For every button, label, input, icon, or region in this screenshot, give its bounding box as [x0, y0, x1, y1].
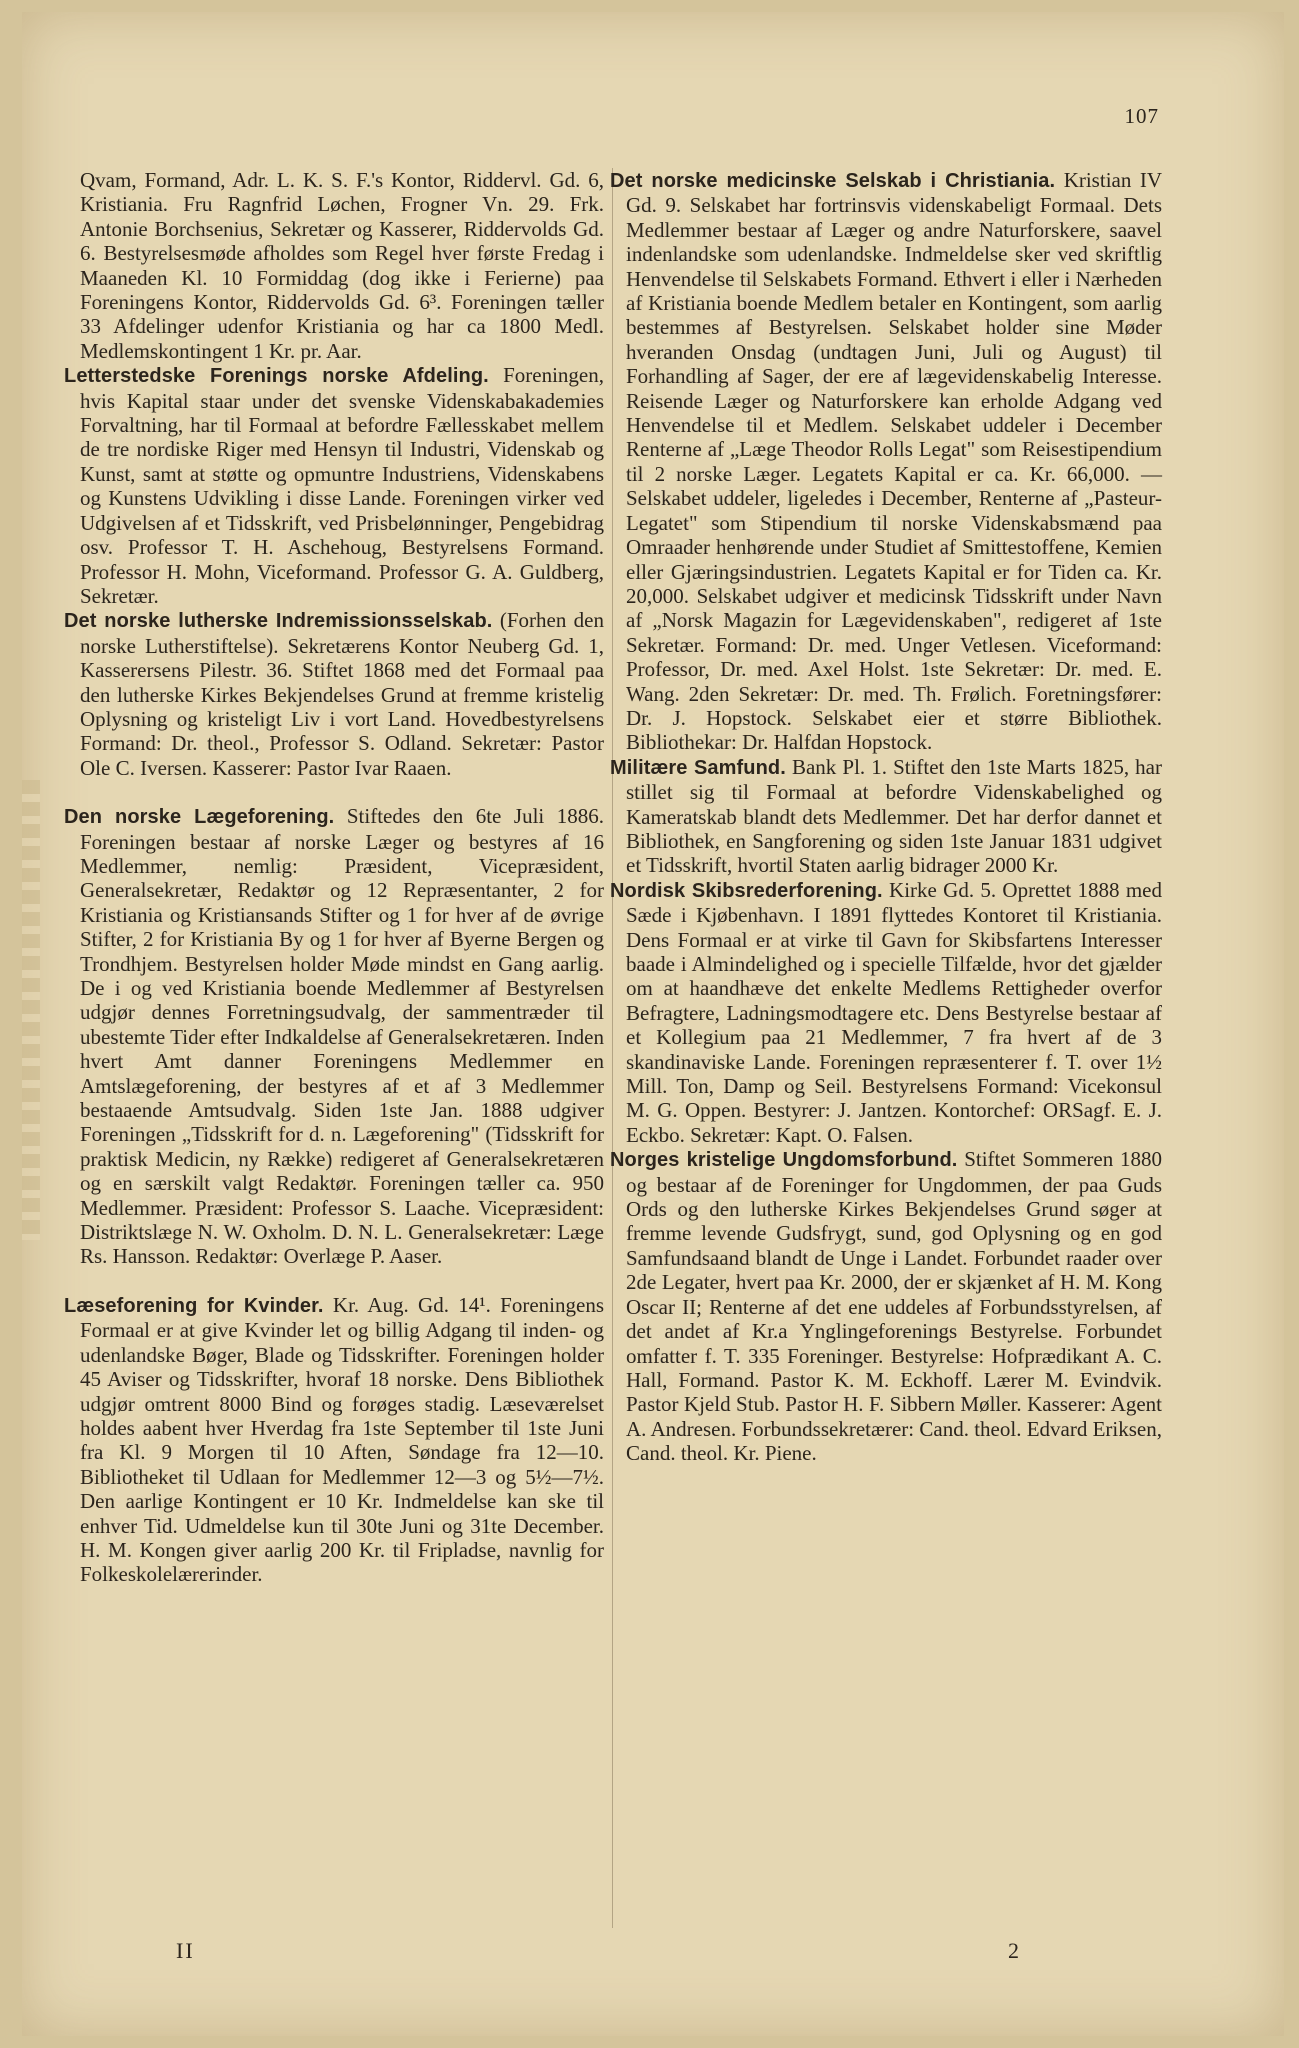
entry-laegeforening — [64, 804, 605, 1269]
entry-text: Kristian IV Gd. 9. Selskabet har fortrinsvis videnskabeligt Formaal. Dets Medlemmer bestaar af Læger og andre Naturforskere, saavel indenlandske som udenlandske. Indmeldelse sker ved skriftlig Henvendelse til Selskabets Formand. Ethvert i eller i Nærheden af Kristiania boende Medlem betaler en Kontingent, som aarlig bestemmes af Bestyrelsen. Selskabet holder sine Møder hveranden Onsdag (undtagen Juni, Juli og August) til Forhandling af Sager, der ere af lægevidenskabelig Interesse. Reisende Læger og Naturforskere kan erholde Adgang ved Henvendelse til et Medlem. Selskabet uddeler i December Renterne af „Læge Theodor Rolls Legat" som Reisestipendium til 2 norske Læger. Legatets Kapital er ca. Kr. 66,000. — Selskabet uddeler, ligeledes i December, Renterne af „Pasteur-Legatet" som Stipendium til norske Videnskabsmænd paa Omraader henhørende under Studiet af Smittestoffene, Kemien eller Gjæringsindustrien. Legatets Kapital er for Tiden ca. Kr. 20,000. Selskabet udgiver et medicinsk Tidsskrift under Navn af „Norsk Magazin for Lægevidenskaben", redigeret af 1ste Sekretær. Formand: Dr. med. Unger Vetlesen. Viceformand: Professor, Dr. med. Axel Holst. 1ste Sekretær: Dr. med. E. Wang. 2den Sekretær: Dr. med. Th. Frølich. Foretningsfører: Dr. J. Hopstock. Selskabet eier et større Bibliothek. Bibliothekar: Dr. Halfdan Hopstock. — [626, 168, 1162, 755]
continuation-paragraph — [80, 168, 604, 363]
entry-militaere-samfund — [610, 754, 1162, 878]
entry-text: Stiftet Sommeren 1880 og bestaar af de Foreninger for Ungdommen, der paa Guds Ords og den lutherske Kirkes Bekjendelses Grund søger at fremme levende Gudsfrygt, sund, god Oplysning og en god Samfundsaand blandt de Unge i Landet. Forbundet raader over 2de Legater, hvert paa Kr. 2000, der er skjænket af H. M. Kong Oscar II; Renterne af det ene uddeles af Forbundsstyrelsen, af det andet af Kr.a Ynglingeforenings Bestyrelse. Forbundet omfatter f. T. 335 Foreninger. Bestyrelse: Hofprædikant A. C. Hall, Formand. Pastor K. M. Eckhoff. Lærer M. Evindvik. Pastor Kjeld Stub. Pastor H. F. Sibbern Møller. Kasserer: Agent A. Andresen. Forbundssekretærer: Cand. theol. Edvard Eriksen, Cand. theol. Kr. Piene. — [626, 1147, 1162, 1466]
entry-indremission — [64, 608, 604, 780]
entry-heading: Det norske medicinske Selskab i Christiania. — [610, 170, 1056, 192]
entry-text: Kr. Aug. Gd. 14¹. Foreningens Formaal er at give Kvinder let og billig Adgang til inden- og udenlandske Bøger, Blade og Tidsskrifter. Foreningen holder 45 Aviser og Tidsskrifter, hvoraf 18 norske. Dens Bibliothek udgjør omtrent 8000 Bind og forøges stadig. Læseværelset holdes aabent hver Hverdag fra 1ste September til 1ste Juni fra Kl. 9 Morgen til 10 Aften, Søndage fra 12—10. Bibliotheket til Udlaan for Medlemmer 12—3 og 5½—7½. Den aarlige Kontingent er 10 Kr. Indmeldelse kan ske til enhver Tid. Udmeldelse kun til 30te Juni og 31te December. H. M. Kongen giver aarlig 200 Kr. til Fripladse, navnlig for Folkeskolelærerinder. — [80, 1292, 604, 1587]
column-divider — [612, 168, 613, 1928]
right-column — [610, 168, 1162, 1466]
entry-heading: Letterstedske Forenings norske Afdeling. — [64, 365, 489, 388]
entry-heading: Det norske lutherske Indremissionsselskab. — [64, 610, 493, 633]
entry-letterstedske — [64, 363, 604, 608]
entry-heading: Læseforening for Kvinder. — [64, 1294, 324, 1317]
entry-heading: Militære Samfund. — [610, 756, 786, 779]
entry-text: Stiftedes den 6te Juli 1886. Foreningen bestaar af norske Læger og bestyres af 16 Medlemmer, nemlig: Præsident, Vicepræsident, Generalsekretær, Redaktør og 12 Repræsentanter, 2 for Kristiania og Kristiansands Stifter og 1 for hver af de øvrige Stifter, 2 for Kristiania By og 1 for hver af Byerne Bergen og Trondhjem. Bestyrelsen holder Møde mindst en Gang aarlig. De i og ved Kristiania boende Medlemmer af Bestyrelsen udgjør dennes Forretningsudvalg, der sammentræder til ubestemte Tider efter Indkaldelse af Generalsekretæren. Inden hvert Amt danner Foreningens Medlemmer en Amtslægeforening, der bestyres af et af 3 Medlemmer bestaaende Amtsudvalg. Siden 1ste Jan. 1888 udgiver Foreningen „Tidsskrift for d. n. Lægeforening" (Tidsskrift for praktisk Medicin, ny Række) redigeret af Generalsekretæren og en særskilt valgt Redaktør. Foreningen tæller ca. 950 Medlemmer. Præsident: Professor S. Laache. Vicepræsident: Distriktslæge N. W. Oxholm. D. N. L. Generalsekretær: Læge Rs. Hansson. Redaktør: Overlæge P. Aaser. — [80, 804, 605, 1269]
entry-medicinske-selskab — [610, 168, 1162, 755]
signature-mark: II — [176, 1938, 195, 1963]
sheet-number: 2 — [1008, 1938, 1019, 1963]
entry-skibsrederforening — [610, 877, 1162, 1147]
entry-heading: Den norske Lægeforening. — [64, 806, 335, 829]
entry-ungdomsforbund — [610, 1147, 1162, 1466]
entry-text: Foreningen, hvis Kapital staar under det svenske Videnskabakademies Forvaltning, har til Formaal at befordre Fællesskabet mellem de tre nordiske Riger med Hensyn til Industri, Videnskab og Kunst, samt at støtte og opmuntre Industriens, Videnskabens og Kunstens Udvikling i disse Lande. Foreningen virker ved Udgivelsen af et Tidsskrift, ved Prisbelønninger, Pengebidrag osv. Professor T. H. Aschehoug, Bestyrelsens Formand. Professor H. Mohn, Viceformand. Professor G. A. Guldberg, Sekretær. — [80, 363, 604, 608]
entry-text: Qvam, Formand, Adr. L. K. S. F.'s Kontor, Riddervl. Gd. 6, Kristiania. Fru Ragnfrid Løchen, Frogner Vn. 29. Frk. Antonie Borchsenius, Sekretær og Kasserer, Riddervolds Gd. 6. Bestyrelsesmøde afholdes som Regel hver første Fredag i Maaneden Kl. 10 Formiddag (dog ikke i Ferierne) paa Foreningens Kontor, Riddervolds Gd. 6³. Foreningen tæller 33 Afdelinger udenfor Kristiania og har ca 1800 Medl. Medlemskontingent 1 Kr. pr. Aar. — [80, 168, 604, 363]
entry-text: (Forhen den norske Lutherstiftelse). Sekretærens Kontor Neuberg Gd. 1, Kasserersens Pilestr. 36. Stiftet 1868 med det Formaal paa den lutherske Kirkes Bekjendelses Grund at fremme kristelig Oplysning og kristeligt Liv i vort Land. Hovedbestyrelsens Formand: Dr. theol., Professor S. Odland. Sekretær: Pastor Ole C. Iversen. Kasserer: Pastor Ivar Raaen. — [80, 608, 604, 780]
entry-heading: Norges kristelige Ungdomsforbund. — [610, 1149, 958, 1172]
entry-laeseforening — [64, 1292, 604, 1587]
entry-heading: Nordisk Skibsrederforening. — [610, 879, 883, 902]
entry-text: Bank Pl. 1. Stiftet den 1ste Marts 1825, har stillet sig til Formaal at befordre Videnskabelighed og Kameratskab blandt dets Medlemmer. Det har derfor dannet et Bibliothek, en Sangforening og siden 1ste Januar 1831 udgivet et Tidsskrift, hvortil Staten aarlig bidrager 2000 Kr. — [626, 754, 1162, 878]
left-column — [64, 168, 605, 1587]
entry-text: Kirke Gd. 5. Oprettet 1888 med Sæde i Kjøbenhavn. I 1891 flyttedes Kontoret til Kristiania. Dens Formaal er at virke til Gavn for Skibsfartens Interesser baade i Almindelighed og i specielle Tilfælde, hvor det gjælder om at haandhæve det enkelte Medlems Rettigheder overfor Befragtere, Ladningsmodtagere etc. Dens Bestyrelse bestaar af et Kollegium paa 21 Medlemmer, 7 fra hvert af de 3 skandinaviske Lande. Foreningen repræsenterer f. T. over 1½ Mill. Ton, Damp og Seil. Bestyrelsens Formand: Vicekonsul M. G. Oppen. Bestyrer: J. Jantzen. Kontorchef: ORSagf. E. J. Eckbo. Sekretær: Kapt. O. Falsen. — [626, 877, 1162, 1147]
torn-page-edge — [22, 780, 40, 1240]
page-number: 107 — [1124, 104, 1159, 128]
